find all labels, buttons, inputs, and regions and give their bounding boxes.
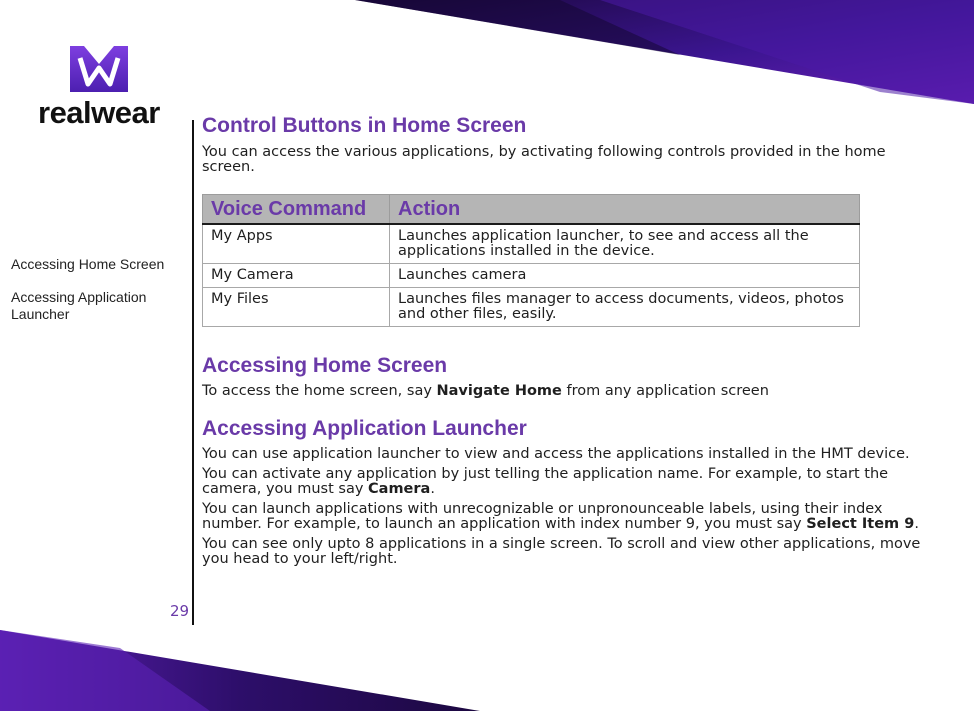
column-header-action: Action [390,195,860,225]
sidebar-toc [11,256,181,339]
text-run: You can launch applications with unrecognizable or unpronounceable labels, using their index number. For example, to launch an application with index number 9, you must say [202,501,883,532]
home-screen-paragraph [202,384,942,399]
launcher-paragraph-3 [202,502,942,532]
text-run: To access the home screen, say [202,383,437,399]
voice-command-table [202,194,860,327]
realwear-logo-icon [70,44,128,94]
table-row [203,264,860,288]
table-row [203,288,860,327]
cell-command: My Files [203,288,390,327]
launcher-paragraph-1: You can use application launcher to view and access the applications installed in the HMT device. [202,446,910,462]
text-run: . [430,481,435,497]
launcher-paragraph-2 [202,467,942,497]
keyword-navigate-home: Navigate Home [436,383,562,399]
cell-command: My Apps [203,224,390,264]
cell-action: Launches files manager to access documents, videos, photos and other files, easily. [390,288,860,327]
launcher-paragraph-4: You can see only upto 8 applications in a single screen. To scroll and view other applications, move you head to your left/right. [202,536,921,567]
text-run: from any application screen [561,383,769,399]
section-intro: You can access the various applications, by activating following controls provided in the home screen. [202,144,886,175]
cell-action: Launches camera [390,264,860,288]
text-run: . [914,516,919,532]
brand-logo [38,44,160,130]
page-number: 29 [170,602,190,620]
keyword-select-item-9: Select Item 9 [806,516,915,532]
cell-action: Launches application launcher, to see and access all the applications installed in the device. [390,224,860,264]
vertical-divider [192,120,194,625]
column-header-voice-command: Voice Command [203,195,390,225]
table-row [203,224,860,264]
section-title-accessing-home-screen: Accessing Home Screen [202,354,448,377]
table-header-row [203,195,860,225]
sidebar-item-accessing-application-launcher[interactable]: Accessing Application Launcher [11,289,147,322]
cell-command: My Camera [203,264,390,288]
section-title-control-buttons: Control Buttons in Home Screen [202,114,527,137]
section-title-accessing-application-launcher: Accessing Application Launcher [202,417,527,440]
keyword-camera: Camera [368,481,431,497]
logo-wordmark: realwear [38,95,160,130]
text-run: You can activate any application by just telling the application name. For example, to start the camera, you must say [202,466,889,497]
main-content [202,113,942,567]
sidebar-item-accessing-home-screen[interactable]: Accessing Home Screen [11,256,165,272]
